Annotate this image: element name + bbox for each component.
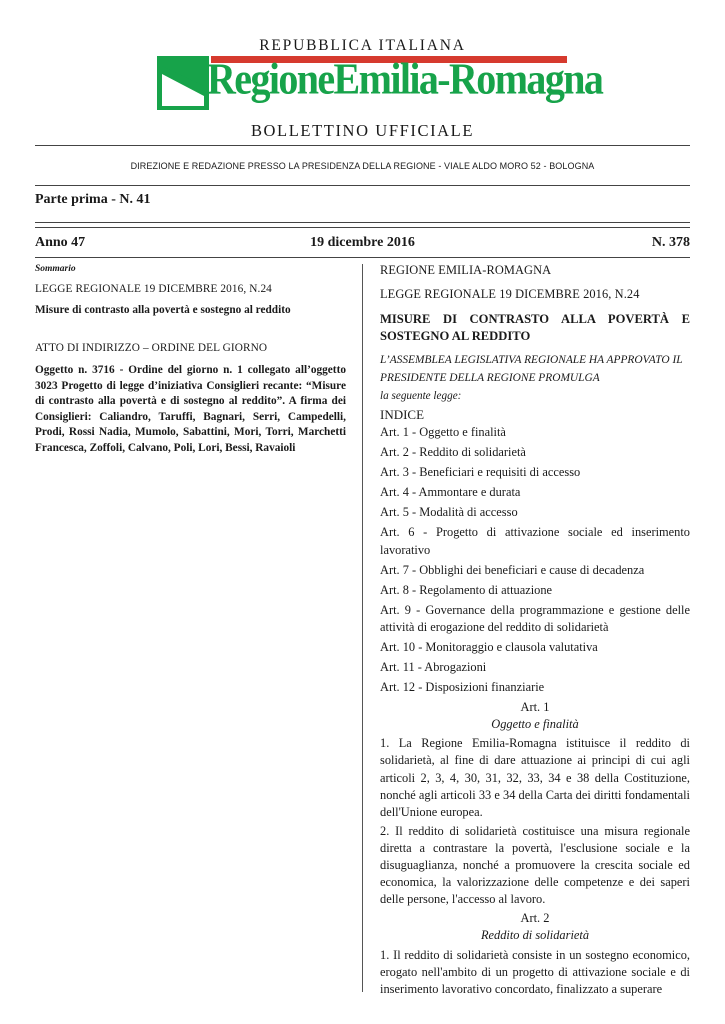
law-column — [380, 262, 690, 1000]
law-following: la seguente legge: — [380, 389, 462, 402]
index-title: INDICE — [380, 407, 425, 423]
index-item[interactable]: Art. 4 - Ammontare e durata — [380, 485, 521, 500]
index-item[interactable]: Art. 7 - Obblighi dei beneficiari e cause di decadenza — [380, 562, 645, 577]
issue-year: Anno 47 — [35, 235, 86, 250]
region-logo-text: RegioneEmilia-Romagna — [207, 53, 603, 104]
header-rule — [35, 145, 690, 146]
summary-act-label: ATTO DI INDIRIZZO – ORDINE DEL GIORNO — [35, 342, 268, 354]
article-1-heading: Art. 1 — [520, 699, 550, 714]
divider — [35, 257, 690, 258]
law-assembly-formula: L’ASSEMBLEA LEGISLATIVA REGIONALE HA APPROVATO IL PRESIDENTE DELLA REGIONE PROMULGA — [380, 353, 683, 385]
index-item[interactable]: Art. 3 - Beneficiari e requisiti di accesso — [380, 465, 581, 480]
index-item[interactable]: Art. 8 - Regolamento di attuazione — [380, 582, 553, 597]
article-2-paragraph-1: 1. Il reddito di solidarietà consiste in un sostegno economico, erogato nell'ambito di un progetto di attivazione sociale e di inserimento lavorativo concordato, finalizzato a superare — [380, 947, 690, 996]
region-logo — [157, 53, 603, 114]
summary-law-label: LEGGE REGIONALE 19 DICEMBRE 2016, N.24 — [35, 283, 272, 295]
republic-label: REPUBBLICA ITALIANA — [259, 37, 466, 54]
index-item[interactable]: Art. 2 - Reddito di solidarietà — [380, 445, 526, 460]
article-1-paragraph-1: 1. La Regione Emilia-Romagna istituisce il reddito di solidarietà, al fine di dare attuazione ai principi di cui agli articoli 2, 3, 4, 30, 31, 32, 33, 34 e 38 della Costituzione, nonché agli articoli 33 e 34 della Carta dei diritti fondamentali dell'Unione europea. — [380, 736, 690, 819]
law-label: LEGGE REGIONALE 19 DICEMBRE 2016, N.24 — [380, 286, 640, 301]
index-item[interactable]: Art. 11 - Abrogazioni — [380, 659, 487, 674]
issue-info — [35, 235, 690, 253]
article-2-subtitle: Reddito di solidarietà — [480, 928, 590, 943]
summary-law-title[interactable]: Misure di contrasto alla povertà e sostegno al reddito — [35, 304, 291, 316]
law-region: REGIONE EMILIA-ROMAGNA — [380, 263, 552, 277]
issue-date: 19 dicembre 2016 — [310, 235, 415, 250]
summary-column — [35, 264, 346, 457]
divider — [35, 227, 690, 228]
index-item[interactable]: Art. 9 - Governance della programmazione e gestione delle attività di erogazione del reddito di solidarietà — [380, 602, 690, 634]
index-list — [380, 424, 690, 696]
direction-address: DIREZIONE E REDAZIONE PRESSO LA PRESIDENZA DELLA REGIONE - VIALE ALDO MORO 52 - BOLOGNA — [130, 161, 595, 171]
column-divider — [362, 264, 363, 992]
law-title: MISURE DI CONTRASTO ALLA POVERTÀ E SOSTEGNO AL REDDITO — [380, 311, 690, 343]
part-label: Parte prima - N. 41 — [35, 192, 151, 207]
summary-title: Sommario — [35, 264, 76, 274]
divider — [35, 222, 690, 223]
article-2-heading: Art. 2 — [520, 911, 550, 926]
index-item[interactable]: Art. 12 - Disposizioni finanziarie — [380, 679, 545, 694]
issue-number: N. 378 — [651, 235, 690, 250]
article-1-paragraph-2: 2. Il reddito di solidarietà costituisce una misura regionale diretta a contrastare la povertà, l'esclusione sociale e la disuguaglianza, nonché a promuovere la crescita sociale ed economica, la valorizzazione delle competenze e dei saperi delle persone, l'accesso al lavoro. — [380, 823, 690, 907]
region-emblem-icon — [157, 56, 209, 110]
index-item[interactable]: Art. 1 - Oggetto e finalità — [380, 425, 506, 440]
divider — [35, 185, 690, 186]
bulletin-title: BOLLETTINO UFFICIALE — [250, 121, 475, 140]
summary-act-text[interactable]: Oggetto n. 3716 - Ordine del giorno n. 1 collegato all’oggetto 3023 Progetto di legge d’iniziativa Consiglieri recante: “Misure di contrasto alla povertà e di sostegno al reddito”. A firma dei Consiglieri: Caliandro, Taruffi, Bagnari, Serri, Campedelli, Prodi, Rossi Nadia, Mumolo, Sabattini, Mori, Torri, Marchetti Francesca, Zoffoli, Calvano, Poli, Lori, Bessi, Ravaioli — [35, 364, 346, 454]
index-item[interactable]: Art. 6 - Progetto di attivazione sociale ed inserimento lavorativo — [380, 525, 690, 557]
index-item[interactable]: Art. 5 - Modalità di accesso — [380, 505, 518, 520]
article-1-subtitle: Oggetto e finalità — [491, 716, 579, 731]
index-item[interactable]: Art. 10 - Monitoraggio e clausola valutativa — [380, 639, 598, 654]
